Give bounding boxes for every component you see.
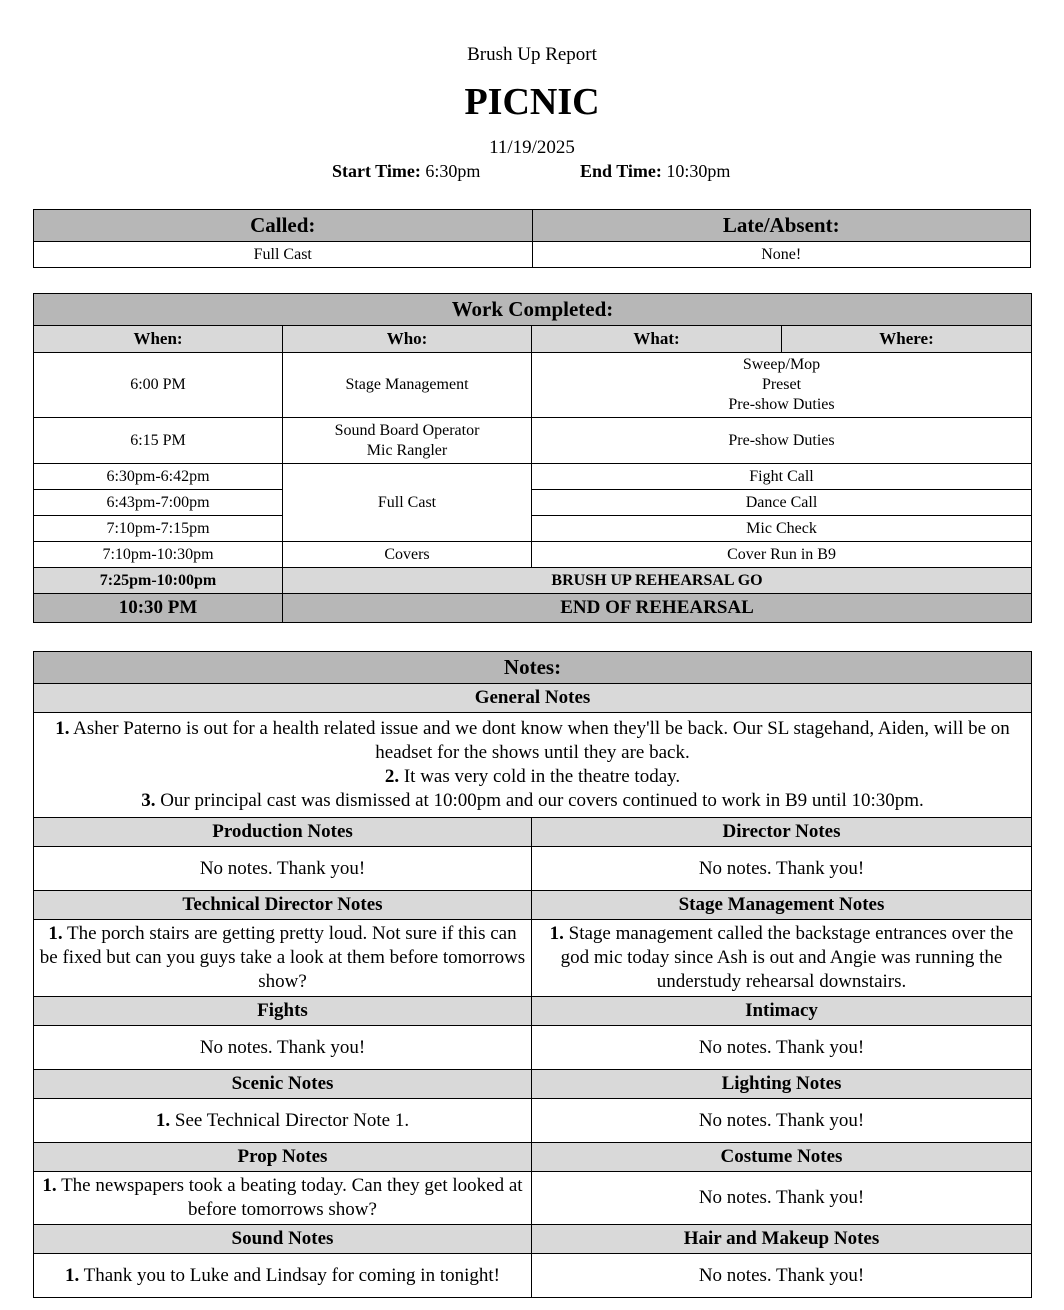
general-notes-title: General Notes: [34, 684, 1032, 713]
table-row: [34, 542, 1032, 568]
general-note: [42, 765, 1023, 789]
costume-notes-body: No notes. Thank you!: [532, 1172, 1032, 1225]
late-absent-value: None!: [532, 242, 1031, 268]
col-when: When:: [34, 326, 283, 353]
start-time-value: 6:30pm: [425, 161, 481, 181]
col-who: Who:: [283, 326, 532, 353]
go-row: [34, 568, 1032, 594]
who-line: Stage Management: [345, 376, 469, 393]
production-notes-body: No notes. Thank you!: [34, 847, 532, 891]
note-number: 1.: [155, 1109, 171, 1131]
technical-director-notes-title: Technical Director Notes: [34, 891, 532, 920]
note-number: 1.: [549, 923, 564, 944]
work-completed-title: Work Completed:: [34, 294, 1032, 326]
sound-notes-body: [34, 1254, 532, 1298]
what-cell: [532, 542, 1032, 568]
scenic-notes-body: [34, 1099, 532, 1143]
late-absent-header: Late/Absent:: [532, 210, 1031, 242]
table-row: [34, 516, 1032, 542]
note-text: The porch stairs are getting pretty loud. Not sure if this can be fixed but can you guys take a look at them before tomorrows show?: [39, 923, 526, 992]
table-row: [34, 353, 1032, 418]
report-date: 11/19/2025: [489, 137, 575, 158]
notes-table: [33, 651, 1032, 1298]
what-cell: [532, 464, 1032, 490]
note-number: 2.: [384, 766, 400, 787]
end-label: END OF REHEARSAL: [283, 594, 1032, 623]
when-cell: 6:43pm-7:00pm: [34, 490, 283, 516]
start-time: [332, 161, 480, 182]
costume-notes-title: Costume Notes: [532, 1143, 1032, 1172]
what-cell: [532, 418, 1032, 464]
note-number: 1.: [48, 923, 63, 944]
fights-notes-body: No notes. Thank you!: [34, 1026, 532, 1070]
prop-notes-title: Prop Notes: [34, 1143, 532, 1172]
go-label: BRUSH UP REHEARSAL GO: [283, 568, 1032, 594]
when-cell: 6:00 PM: [34, 353, 283, 418]
col-what: What:: [532, 326, 782, 353]
table-row: [34, 490, 1032, 516]
end-time-value: 10:30pm: [666, 161, 731, 181]
hair-makeup-notes-title: Hair and Makeup Notes: [532, 1225, 1032, 1254]
what-line: Preset: [761, 376, 802, 393]
called-header: Called:: [34, 210, 533, 242]
note-text: Asher Paterno is out for a health related issue and we dont know when they'll be back. Our SL stagehand, Aiden, will be on headset for the shows until they are back.: [69, 718, 1010, 763]
what-cell: [532, 516, 1032, 542]
who-line: Sound Board Operator: [334, 421, 480, 439]
technical-director-notes-body: [34, 920, 532, 997]
called-value: Full Cast: [34, 242, 533, 268]
report-subtitle: Brush Up Report: [467, 44, 597, 65]
end-time-label: End Time:: [580, 161, 662, 181]
lighting-notes-body: No notes. Thank you!: [532, 1099, 1032, 1143]
what-line: Dance Call: [745, 493, 818, 511]
end-time: [580, 161, 730, 182]
production-notes-title: Production Notes: [34, 818, 532, 847]
note-text: See Technical Director Note 1.: [170, 1109, 410, 1131]
what-line: Pre-show Duties: [728, 396, 835, 413]
table-row: [34, 418, 1032, 464]
director-notes-title: Director Notes: [532, 818, 1032, 847]
prop-notes-body: [34, 1172, 532, 1225]
intimacy-notes-title: Intimacy: [532, 997, 1032, 1026]
start-time-label: Start Time:: [332, 161, 421, 181]
what-cell: [532, 353, 1032, 418]
called-table: [33, 209, 1031, 268]
general-note: [42, 717, 1023, 765]
note-number: 1.: [55, 718, 70, 739]
table-row: [34, 464, 1032, 490]
general-notes-body: [34, 713, 1032, 818]
who-line: Full Cast: [377, 493, 437, 511]
what-line: Cover Run in B9: [727, 545, 836, 563]
stage-management-notes-title: Stage Management Notes: [532, 891, 1032, 920]
when-cell: 6:30pm-6:42pm: [34, 464, 283, 490]
work-completed-table: [33, 293, 1032, 623]
who-line: Mic Rangler: [366, 441, 448, 459]
show-title: PICNIC: [464, 81, 600, 123]
notes-title: Notes:: [34, 652, 1032, 684]
when-cell: 7:10pm-7:15pm: [34, 516, 283, 542]
note-text: Our principal cast was dismissed at 10:00pm and our covers continued to work in B9 until 10:30pm.: [155, 790, 924, 811]
note-number: 1.: [42, 1175, 57, 1196]
when-cell: 6:15 PM: [34, 418, 283, 464]
general-note: [42, 789, 1023, 813]
sound-notes-title: Sound Notes: [34, 1225, 532, 1254]
lighting-notes-title: Lighting Notes: [532, 1070, 1032, 1099]
col-where: Where:: [782, 326, 1032, 353]
what-cell: [532, 490, 1032, 516]
who-cell: [283, 353, 532, 418]
note-number: 1.: [65, 1264, 80, 1286]
note-text: Stage management called the backstage entrances over the god mic today since Ash is out and Angie was running the understudy rehearsal downstairs.: [560, 923, 1014, 992]
when-cell: 7:10pm-10:30pm: [34, 542, 283, 568]
director-notes-body: No notes. Thank you!: [532, 847, 1032, 891]
scenic-notes-title: Scenic Notes: [34, 1070, 532, 1099]
go-when: 7:25pm-10:00pm: [34, 568, 283, 594]
what-line: Sweep/Mop: [742, 356, 821, 373]
fights-notes-title: Fights: [34, 997, 532, 1026]
who-cell: [283, 542, 532, 568]
note-text: It was very cold in the theatre today.: [399, 766, 681, 787]
who-cell: [283, 464, 532, 542]
note-number: 3.: [141, 790, 156, 811]
general-notes: [34, 713, 1032, 818]
hair-makeup-notes-body: No notes. Thank you!: [532, 1254, 1032, 1298]
what-line: Fight Call: [749, 467, 814, 485]
what-line: Pre-show Duties: [728, 431, 835, 449]
who-line: Covers: [384, 545, 430, 563]
stage-management-notes-body: [532, 920, 1032, 997]
note-text: Thank you to Luke and Lindsay for coming in tonight!: [79, 1264, 500, 1286]
who-cell: [283, 418, 532, 464]
what-line: Mic Check: [746, 519, 817, 537]
end-when: 10:30 PM: [34, 594, 283, 623]
end-row: [34, 594, 1032, 623]
note-text: The newspapers took a beating today. Can they get looked at before tomorrows show?: [56, 1175, 523, 1220]
intimacy-notes-body: No notes. Thank you!: [532, 1026, 1032, 1070]
